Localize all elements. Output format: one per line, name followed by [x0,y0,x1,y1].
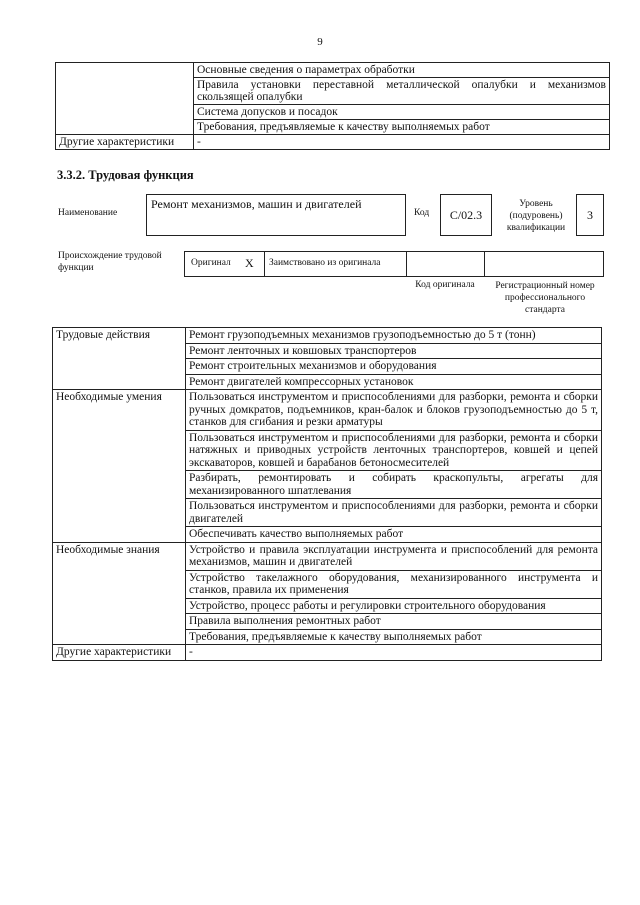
reg-number-cell [485,252,603,276]
skill-item: Пользоваться инструментом и приспособлениями для разборки, ремонта и сборки двигателей [186,499,602,527]
other-characteristics-value: - [194,135,610,150]
knowledge-item: Система допусков и посадок [194,105,610,120]
skill-item: Пользоваться инструментом и приспособлениями для разборки, ремонта и сборки натяжных и приводных устройств ленточных транспортеров, ковшей и цепей экскаваторов, ковшей и барабанов бетоносмесителей [186,430,602,471]
code-original-cell [407,252,485,276]
reg-number-label: Регистрационный номер профессионального стандарта [495,281,595,315]
skills-label: Необходимые умения [53,390,186,543]
skill-item: Разбирать, ремонтировать и собирать краскопульты, агрегаты для механизированного шпатлевания [186,471,602,499]
name-label: Наименование [58,208,118,218]
other-characteristics-label: Другие характеристики [53,645,186,661]
function-name: Ремонт механизмов, машин и двигателей [151,197,362,211]
table-row [56,135,610,150]
knowledge-label: Необходимые знания [53,542,186,645]
other-characteristics-value: - [186,645,602,661]
knowledge-item: Устройство, процесс работы и регулировки строительного оборудования [186,598,602,614]
section-title: 3.3.2. Трудовая функция [57,168,194,182]
table-row [53,390,602,431]
original-label: Оригинал [191,258,231,268]
level-label: Уровень (подуровень) квалификации [506,199,566,233]
level-value: 3 [587,208,593,222]
table-row [53,542,602,570]
table-row [53,645,602,661]
page-number: 9 [317,36,323,48]
knowledge-item: Требования, предъявляемые к качеству выполняемых работ [194,120,610,135]
borrowed-label: Заимствовано из оригинала [269,258,381,268]
knowledge-item: Устройство и правила эксплуатации инструмента и приспособлений для ремонта механизмов, машин и двигателей [186,542,602,570]
table-row [56,63,610,78]
labor-function-table [52,327,602,661]
original-cell [185,252,265,276]
labor-action-item: Ремонт двигателей компрессорных установок [186,374,602,390]
other-characteristics-label: Другие характеристики [56,135,194,150]
labor-action-item: Ремонт строительных механизмов и оборудования [186,359,602,375]
borrowed-cell [265,252,407,276]
code-original-label: Код оригинала [415,280,475,290]
labor-action-item: Ремонт грузоподъемных механизмов грузоподъемностью до 5 т (тонн) [186,328,602,344]
knowledge-item: Правила выполнения ремонтных работ [186,614,602,630]
table-row [53,328,602,344]
code-value: C/02.3 [449,208,483,222]
code-label: Код [414,208,430,218]
function-name-box [146,194,406,236]
level-box [576,194,604,236]
knowledge-item: Требования, предъявляемые к качеству выполняемых работ [186,629,602,645]
origin-label: Происхождение трудовой функции [58,251,162,273]
labor-actions-label: Трудовые действия [53,328,186,390]
original-mark: X [245,256,254,270]
knowledge-item: Устройство такелажного оборудования, механизированного инструмента и станков, правила их применения [186,570,602,598]
labor-action-item: Ремонт ленточных и ковшовых транспортеров [186,343,602,359]
skill-item: Пользоваться инструментом и приспособлениями для разборки, ремонта и сборки ручных домкратов, подъемников, кран-балок и блоков грузоподъемностью до 5 т, станков для сгибания и резки арматуры [186,390,602,431]
skill-item: Обеспечивать качество выполняемых работ [186,527,602,543]
origin-table [184,251,604,277]
top-requirements-table [55,62,610,150]
label-cell [56,63,194,135]
code-box [440,194,492,236]
knowledge-item: Основные сведения о параметрах обработки [194,63,610,78]
knowledge-item: Правила установки переставной металлической опалубки и механизмов скользящей опалубки [194,78,610,105]
